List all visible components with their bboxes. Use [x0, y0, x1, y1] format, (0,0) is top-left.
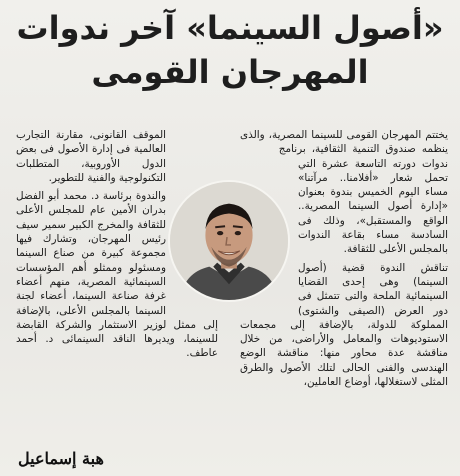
headline: [10, 6, 450, 94]
portrait-photo: [168, 180, 290, 302]
byline: هبة إسماعيل: [18, 449, 104, 468]
portrait-image: [170, 182, 288, 300]
headline-line-2: المهرجان القومى: [91, 53, 369, 91]
paragraph: تناقش الندوة قضية (أصول السينما) وهى إحدى القضايا السينمائية الملحة والتى تتمثل فى دور العرض (الصيفى والشتوى) المملوكة للدولة، بالإضافة إلى مجمعات الاستوديوهات والمعامل والأراضى، من خلال مناقشة عدة محاور منها: مناقشة الوضع الهندسى والفنى الحالى لتلك الأصول والطرق المثلى لاستغلالها، أوضاع العاملين،: [240, 261, 448, 389]
paragraph: يختتم المهرجان القومى للسينما المصرية، والذى ينظمه صندوق التنمية الثقافية، برنامج ندوات دورته التاسعة عشرة التي تحمل شعار «أفلامنا.. مرآتنا» مساء اليوم الخميس بندوة بعنوان «إدارة أصول السينما المصرية.. الواقع والمستقبل»، وذلك فى السادسة مساء بقاعة الندوات بالمجلس الأعلى للثقافة.: [240, 129, 448, 256]
paragraph: والندوة برئاسة د. محمد أبو الفضل بدران الأمين عام للمجلس الأعلى للثقافة والمخرج الكبير سمير سيف رئيس المهرجان، وتشارك فيها مجموعة كبيرة من صناع السينما ومسئولو وممثلو أهم المؤسسات السينمائية المصرية، منهم أعضاء غرفة صناعة السينما، أعضاء لجنة السينما بالمجلس الأعلى، بالإضافة إلى ممثل لوزير الاستثمار والشركة القابضة للسينما، ويديرها الناقد السينمائى د. أحمد عاطف.: [16, 190, 218, 360]
headline-line-1: «أصول السينما» آخر ندوات: [16, 9, 444, 47]
paragraph: الموقف القانونى، مقارنة التجارب العالمية فى إدارة الأصول فى بعض الدول الأوروبية، المتطلبات التكنولوجية والفنية للتطوير.: [16, 129, 166, 184]
